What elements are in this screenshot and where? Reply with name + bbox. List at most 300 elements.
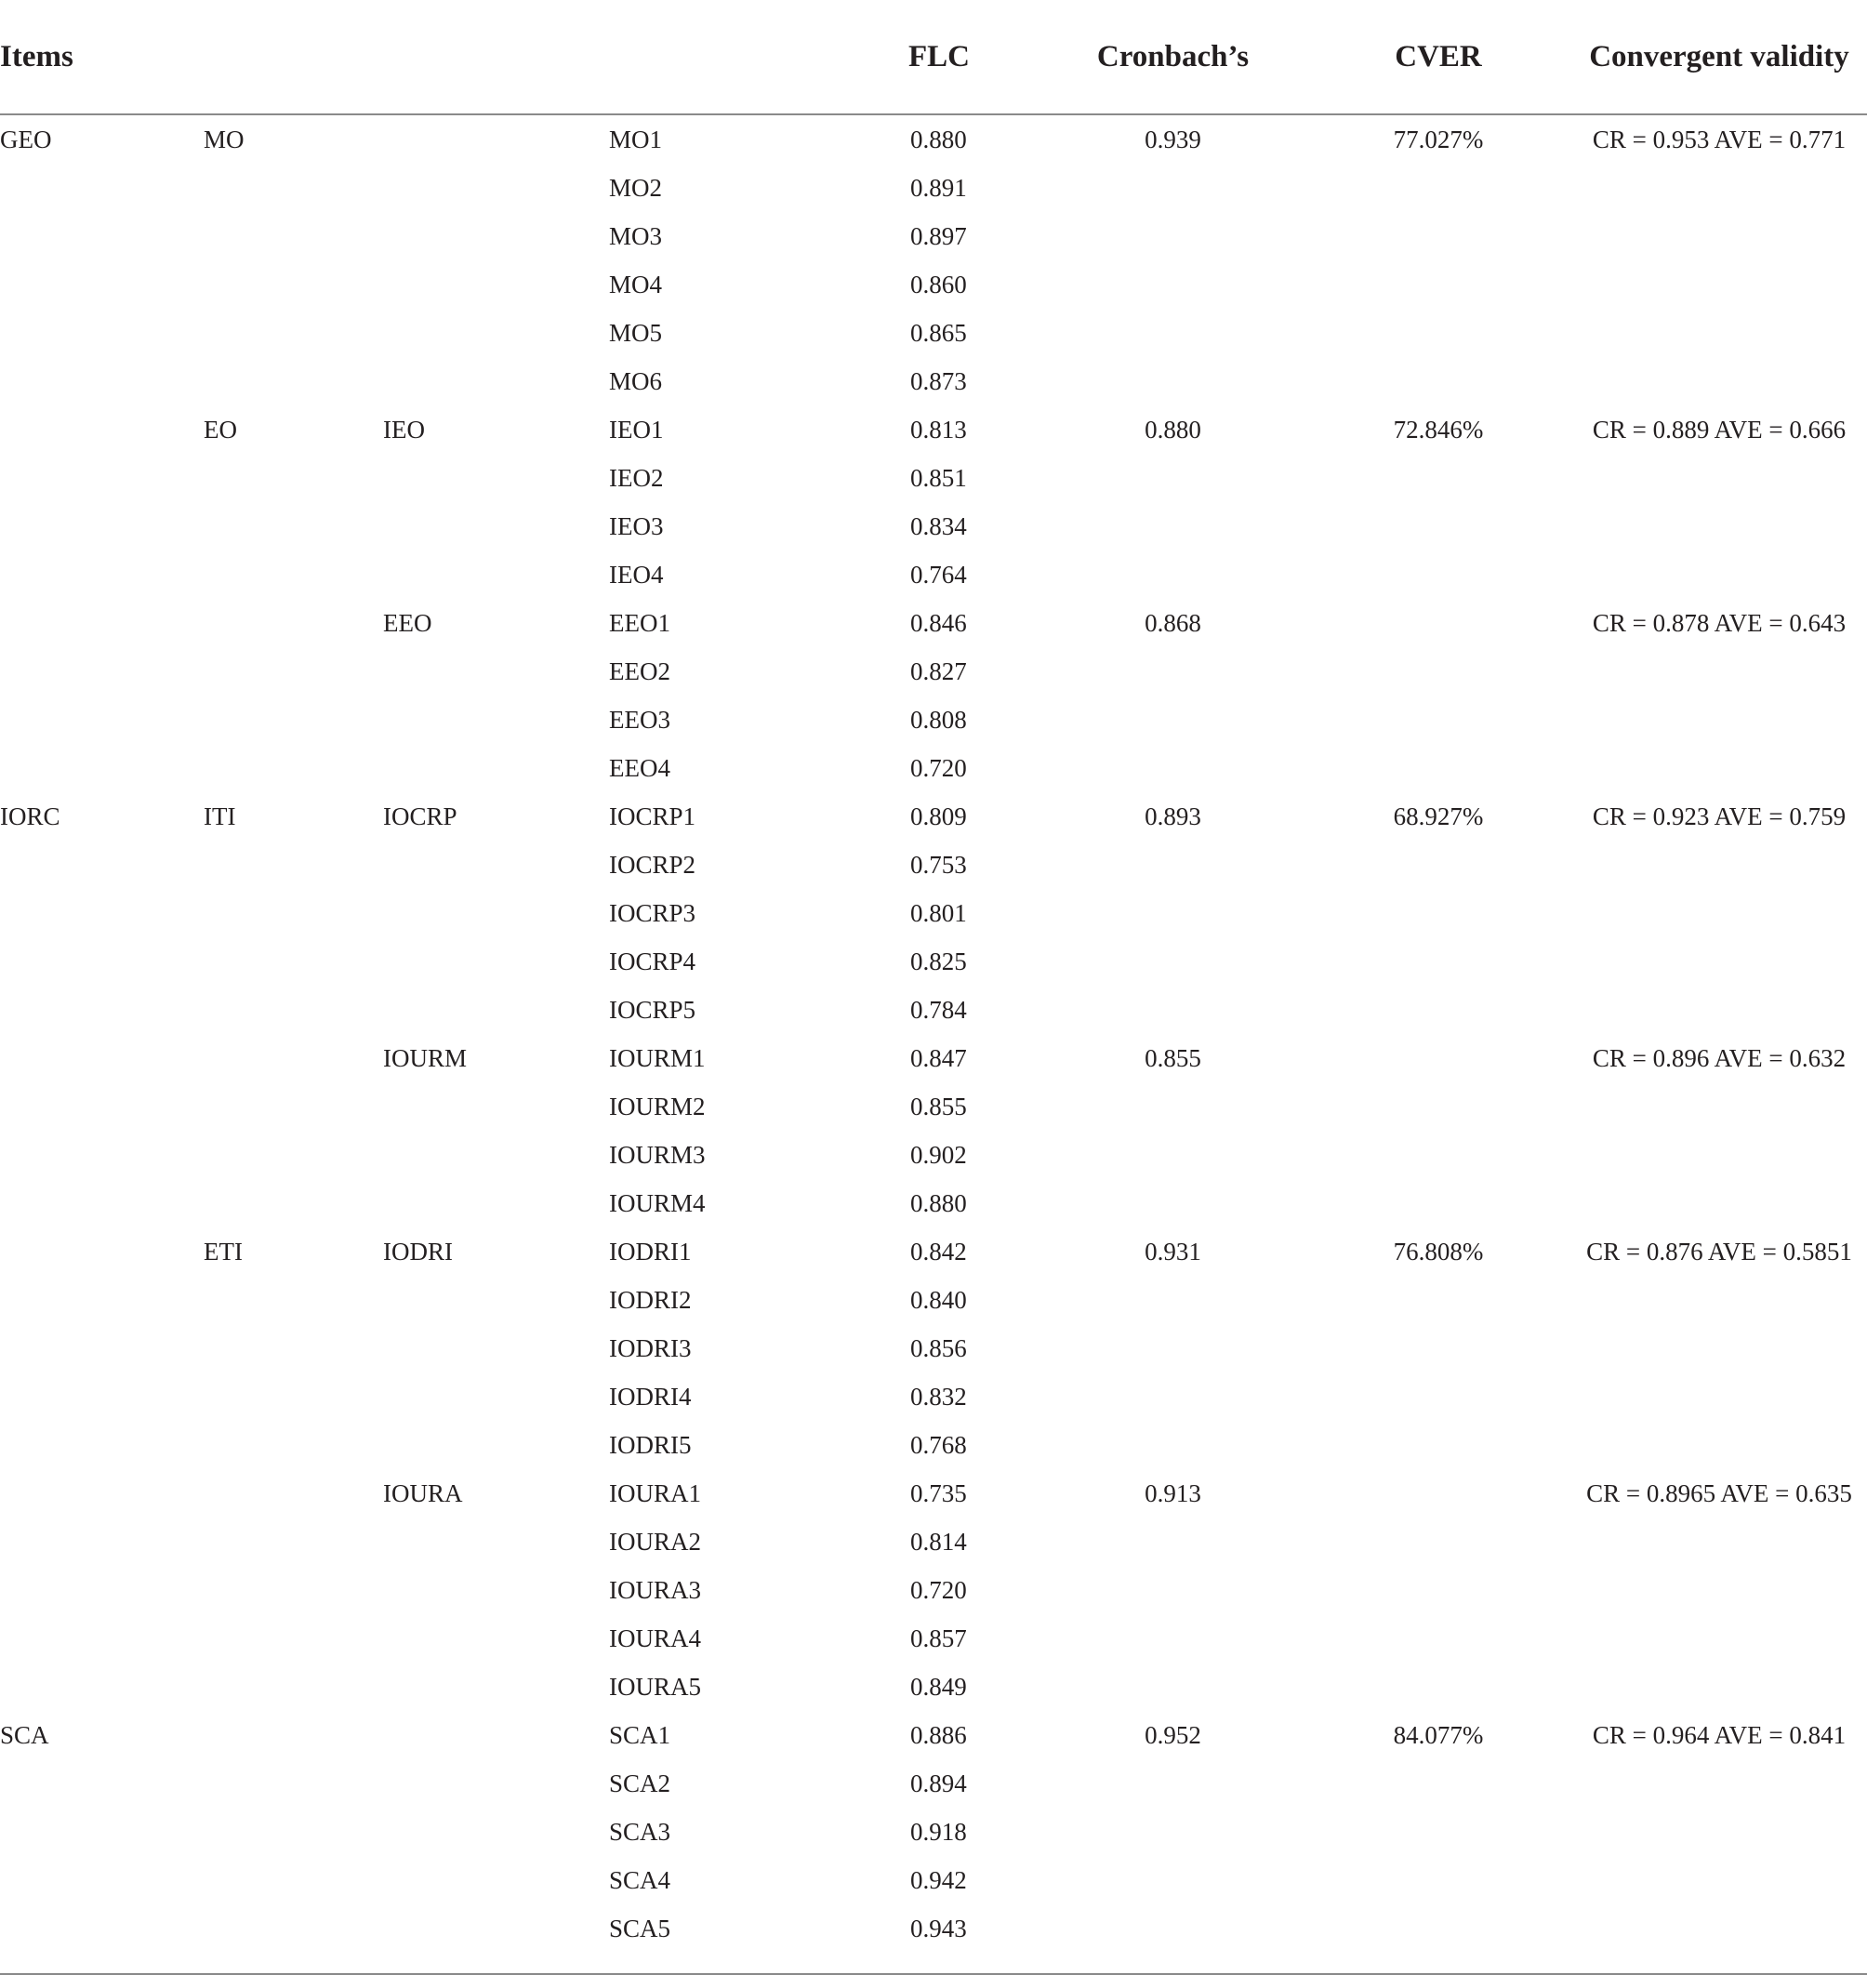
flc-cell: 0.849 <box>910 1673 967 1701</box>
flc-cell: 0.846 <box>910 609 967 637</box>
convergent-validity-cell <box>1571 937 1867 986</box>
dimension-cell <box>204 1808 383 1856</box>
flc-cell: 0.720 <box>910 1576 967 1604</box>
cver-cell <box>1305 1372 1571 1421</box>
header-flc: FLC <box>907 0 1040 114</box>
flc-cell: 0.814 <box>910 1528 967 1556</box>
item-code-cell: IEO3 <box>609 512 664 540</box>
construct-cell: IORC <box>0 802 60 830</box>
construct-cell <box>0 986 204 1034</box>
flc-cell: 0.720 <box>910 754 967 782</box>
cronbach-cell <box>1040 357 1305 405</box>
cver-cell <box>1305 1324 1571 1372</box>
subdimension-cell: IOURM <box>383 1044 468 1072</box>
flc-cell: 0.891 <box>910 174 967 202</box>
convergent-validity-cell: CR = 0.953 AVE = 0.771 <box>1592 126 1847 153</box>
convergent-validity-cell <box>1571 1856 1867 1904</box>
item-code-cell: IEO1 <box>609 416 664 444</box>
flc-cell: 0.784 <box>910 996 967 1024</box>
table-row <box>0 599 1867 647</box>
construct-cell <box>0 454 204 502</box>
flc-cell: 0.880 <box>910 126 967 153</box>
dimension-cell <box>204 1711 383 1759</box>
flc-cell: 0.865 <box>910 319 967 347</box>
construct-cell <box>0 1469 204 1518</box>
cronbach-cell: 0.939 <box>1145 126 1201 153</box>
dimension-cell <box>204 1469 383 1518</box>
item-code-cell: MO1 <box>609 126 663 153</box>
dimension-cell <box>204 1759 383 1808</box>
dimension-cell <box>204 164 383 212</box>
dimension-cell <box>204 1324 383 1372</box>
table-row <box>0 744 1867 792</box>
cronbach-cell <box>1040 212 1305 260</box>
convergent-validity-cell <box>1571 309 1867 357</box>
item-code-cell: SCA2 <box>609 1769 671 1797</box>
dimension-cell <box>204 550 383 599</box>
cver-cell: 77.027% <box>1393 126 1484 153</box>
item-code-cell: MO4 <box>609 271 663 298</box>
item-code-cell: IOURM3 <box>609 1141 706 1169</box>
subdimension-cell: IEO <box>383 416 425 444</box>
dimension-cell <box>204 1179 383 1227</box>
cver-cell: 84.077% <box>1393 1721 1484 1749</box>
table-row <box>0 357 1867 405</box>
cronbach-cell: 0.880 <box>1145 416 1201 444</box>
table-row <box>0 1276 1867 1324</box>
dimension-cell <box>204 744 383 792</box>
construct-cell <box>0 1663 204 1711</box>
cver-cell <box>1305 164 1571 212</box>
cver-cell <box>1305 1034 1571 1082</box>
convergent-validity-cell: CR = 0.964 AVE = 0.841 <box>1592 1721 1847 1749</box>
convergent-validity-cell <box>1571 357 1867 405</box>
item-code-cell: IOCRP5 <box>609 996 696 1024</box>
subdimension-cell <box>383 502 609 550</box>
construct-cell <box>0 1372 204 1421</box>
cver-cell: 68.927% <box>1393 802 1484 830</box>
cver-cell <box>1305 1179 1571 1227</box>
construct-cell <box>0 937 204 986</box>
item-code-cell: IOURA2 <box>609 1528 701 1556</box>
convergent-validity-cell <box>1571 1372 1867 1421</box>
item-code-cell: SCA1 <box>609 1721 671 1749</box>
cronbach-cell <box>1040 1614 1305 1663</box>
cver-cell <box>1305 696 1571 744</box>
cronbach-cell <box>1040 1518 1305 1566</box>
subdimension-cell: IODRI <box>383 1238 453 1266</box>
cver-cell <box>1305 1518 1571 1566</box>
cronbach-cell: 0.913 <box>1145 1479 1201 1507</box>
subdimension-cell: IOCRP <box>383 802 457 830</box>
table-row <box>0 937 1867 986</box>
convergent-validity-cell <box>1571 889 1867 937</box>
flc-cell: 0.902 <box>910 1141 967 1169</box>
cronbach-cell <box>1040 502 1305 550</box>
cronbach-cell <box>1040 550 1305 599</box>
convergent-validity-cell: CR = 0.876 AVE = 0.5851 <box>1586 1238 1852 1266</box>
dimension-cell <box>204 1614 383 1663</box>
construct-cell <box>0 405 204 454</box>
subdimension-cell <box>383 212 609 260</box>
dimension-cell: ITI <box>204 802 236 830</box>
cronbach-cell <box>1040 1663 1305 1711</box>
item-code-cell: IOURA5 <box>609 1673 701 1701</box>
cver-cell <box>1305 841 1571 889</box>
construct-cell: GEO <box>0 126 52 153</box>
cver-cell <box>1305 937 1571 986</box>
subdimension-cell <box>383 550 609 599</box>
item-code-cell: IOCRP1 <box>609 802 696 830</box>
cver-cell: 72.846% <box>1393 416 1484 444</box>
item-code-cell: SCA4 <box>609 1866 671 1894</box>
flc-cell: 0.809 <box>910 802 967 830</box>
construct-cell <box>0 889 204 937</box>
item-code-cell: MO3 <box>609 222 663 250</box>
subdimension-cell <box>383 1759 609 1808</box>
item-code-cell: IODRI5 <box>609 1431 692 1459</box>
convergent-validity-cell <box>1571 1082 1867 1131</box>
header-items: Items <box>0 0 204 114</box>
subdimension-cell <box>383 1614 609 1663</box>
subdimension-cell <box>383 1856 609 1904</box>
construct-cell <box>0 1614 204 1663</box>
construct-cell <box>0 260 204 309</box>
dimension-cell <box>204 841 383 889</box>
dimension-cell <box>204 502 383 550</box>
table-row <box>0 1131 1867 1179</box>
flc-cell: 0.943 <box>910 1915 967 1942</box>
subdimension-cell <box>383 841 609 889</box>
dimension-cell <box>204 599 383 647</box>
subdimension-cell <box>383 1421 609 1469</box>
subdimension-cell <box>383 1904 609 1953</box>
table-row <box>0 1227 1867 1276</box>
flc-cell: 0.842 <box>910 1238 967 1266</box>
dimension-cell <box>204 986 383 1034</box>
table-row <box>0 405 1867 454</box>
flc-cell: 0.918 <box>910 1818 967 1846</box>
convergent-validity-cell: CR = 0.889 AVE = 0.666 <box>1592 416 1847 444</box>
cronbach-cell <box>1040 1324 1305 1372</box>
cver-cell <box>1305 1276 1571 1324</box>
cronbach-cell <box>1040 1372 1305 1421</box>
item-code-cell: EEO2 <box>609 657 670 685</box>
header-blank-3 <box>383 0 609 114</box>
flc-cell: 0.801 <box>910 899 967 927</box>
table-row <box>0 1518 1867 1566</box>
cronbach-cell: 0.893 <box>1145 802 1201 830</box>
convergent-validity-cell <box>1571 1904 1867 1953</box>
construct-cell <box>0 599 204 647</box>
subdimension-cell <box>383 1276 609 1324</box>
dimension-cell: EO <box>204 416 237 444</box>
convergent-validity-cell <box>1571 550 1867 599</box>
cronbach-cell <box>1040 309 1305 357</box>
dimension-cell <box>204 357 383 405</box>
cronbach-cell <box>1040 647 1305 696</box>
subdimension-cell <box>383 454 609 502</box>
subdimension-cell <box>383 647 609 696</box>
dimension-cell <box>204 696 383 744</box>
flc-cell: 0.873 <box>910 367 967 395</box>
dimension-cell <box>204 1082 383 1131</box>
convergent-validity-cell: CR = 0.878 AVE = 0.643 <box>1592 609 1847 637</box>
cver-cell <box>1305 599 1571 647</box>
dimension-cell <box>204 1372 383 1421</box>
subdimension-cell <box>383 1711 609 1759</box>
table-row <box>0 1566 1867 1614</box>
cver-cell <box>1305 1469 1571 1518</box>
cronbach-cell <box>1040 841 1305 889</box>
cver-cell <box>1305 744 1571 792</box>
cver-cell <box>1305 357 1571 405</box>
table-row <box>0 1082 1867 1131</box>
table-row <box>0 1179 1867 1227</box>
dimension-cell: MO <box>204 126 245 153</box>
dimension-cell <box>204 937 383 986</box>
cronbach-cell <box>1040 889 1305 937</box>
cver-cell <box>1305 889 1571 937</box>
cver-cell <box>1305 1082 1571 1131</box>
subdimension-cell <box>383 1566 609 1614</box>
table-row <box>0 889 1867 937</box>
construct-cell <box>0 357 204 405</box>
cronbach-cell <box>1040 986 1305 1034</box>
subdimension-cell <box>383 114 609 164</box>
flc-cell: 0.813 <box>910 416 967 444</box>
flc-cell: 0.764 <box>910 561 967 589</box>
table-row <box>0 1711 1867 1759</box>
dimension-cell <box>204 454 383 502</box>
item-code-cell: IEO2 <box>609 464 664 492</box>
table-row <box>0 647 1867 696</box>
convergent-validity-cell <box>1571 1808 1867 1856</box>
dimension-cell <box>204 1131 383 1179</box>
convergent-validity-cell <box>1571 1518 1867 1566</box>
convergent-validity-cell <box>1571 696 1867 744</box>
construct-cell <box>0 1276 204 1324</box>
dimension-cell <box>204 1421 383 1469</box>
header-blank-4 <box>609 0 907 114</box>
cronbach-cell <box>1040 1276 1305 1324</box>
construct-cell <box>0 1227 204 1276</box>
convergent-validity-cell: CR = 0.896 AVE = 0.632 <box>1592 1044 1847 1072</box>
dimension-cell <box>204 1518 383 1566</box>
flc-cell: 0.768 <box>910 1431 967 1459</box>
table-row <box>0 1808 1867 1856</box>
subdimension-cell <box>383 986 609 1034</box>
convergent-validity-cell <box>1571 841 1867 889</box>
cver-cell <box>1305 212 1571 260</box>
table-row <box>0 841 1867 889</box>
construct-cell <box>0 841 204 889</box>
item-code-cell: IEO4 <box>609 561 664 589</box>
table-row <box>0 454 1867 502</box>
table-row <box>0 1904 1867 1953</box>
table-row <box>0 1034 1867 1082</box>
table-row <box>0 164 1867 212</box>
table-row <box>0 1759 1867 1808</box>
subdimension-cell: EEO <box>383 609 432 637</box>
flc-cell: 0.808 <box>910 706 967 734</box>
item-code-cell: IOCRP4 <box>609 948 696 975</box>
item-code-cell: IOURM4 <box>609 1189 706 1217</box>
cver-cell <box>1305 1856 1571 1904</box>
item-code-cell: IOURA4 <box>609 1624 701 1652</box>
subdimension-cell <box>383 696 609 744</box>
convergent-validity-cell: CR = 0.923 AVE = 0.759 <box>1592 802 1847 830</box>
table-row <box>0 1372 1867 1421</box>
construct-cell <box>0 1179 204 1227</box>
cronbach-cell <box>1040 260 1305 309</box>
table-row <box>0 1856 1867 1904</box>
table-row <box>0 986 1867 1034</box>
table-row <box>0 260 1867 309</box>
item-code-cell: IODRI1 <box>609 1238 692 1266</box>
flc-cell: 0.894 <box>910 1769 967 1797</box>
dimension-cell <box>204 1566 383 1614</box>
dimension-cell <box>204 1663 383 1711</box>
convergent-validity-cell <box>1571 1663 1867 1711</box>
construct-cell: SCA <box>0 1721 49 1749</box>
subdimension-cell <box>383 744 609 792</box>
construct-cell <box>0 1421 204 1469</box>
construct-cell <box>0 502 204 550</box>
construct-cell <box>0 164 204 212</box>
cronbach-cell <box>1040 1082 1305 1131</box>
construct-cell <box>0 1324 204 1372</box>
construct-cell <box>0 1808 204 1856</box>
flc-cell: 0.857 <box>910 1624 967 1652</box>
subdimension-cell <box>383 889 609 937</box>
convergent-validity-cell <box>1571 986 1867 1034</box>
cver-cell <box>1305 454 1571 502</box>
dimension-cell <box>204 1276 383 1324</box>
flc-cell: 0.827 <box>910 657 967 685</box>
cronbach-cell: 0.931 <box>1145 1238 1201 1266</box>
dimension-cell <box>204 1904 383 1953</box>
table-row <box>0 212 1867 260</box>
cronbach-cell: 0.868 <box>1145 609 1201 637</box>
item-code-cell: MO6 <box>609 367 663 395</box>
subdimension-cell <box>383 357 609 405</box>
item-code-cell: IOURA1 <box>609 1479 701 1507</box>
construct-cell <box>0 212 204 260</box>
cronbach-cell <box>1040 1808 1305 1856</box>
flc-cell: 0.753 <box>910 851 967 879</box>
convergent-validity-cell <box>1571 1614 1867 1663</box>
subdimension-cell <box>383 1324 609 1372</box>
construct-cell <box>0 1566 204 1614</box>
construct-cell <box>0 744 204 792</box>
subdimension-cell <box>383 1518 609 1566</box>
header-cver: CVER <box>1305 0 1571 114</box>
construct-cell <box>0 1759 204 1808</box>
flc-cell: 0.847 <box>910 1044 967 1072</box>
flc-cell: 0.840 <box>910 1286 967 1314</box>
dimension-cell <box>204 260 383 309</box>
cronbach-cell <box>1040 1421 1305 1469</box>
cronbach-cell: 0.855 <box>1145 1044 1201 1072</box>
dimension-cell <box>204 309 383 357</box>
flc-cell: 0.942 <box>910 1866 967 1894</box>
convergent-validity-cell <box>1571 1179 1867 1227</box>
cver-cell <box>1305 1614 1571 1663</box>
flc-cell: 0.834 <box>910 512 967 540</box>
table-row <box>0 1663 1867 1711</box>
cronbach-cell <box>1040 1179 1305 1227</box>
flc-cell: 0.860 <box>910 271 967 298</box>
subdimension-cell <box>383 1131 609 1179</box>
cver-cell <box>1305 260 1571 309</box>
convergent-validity-cell <box>1571 1421 1867 1469</box>
subdimension-cell <box>383 1082 609 1131</box>
cronbach-cell <box>1040 1904 1305 1953</box>
convergent-validity-cell <box>1571 1131 1867 1179</box>
table-bottom-rule <box>0 1973 1867 1975</box>
flc-cell: 0.851 <box>910 464 967 492</box>
item-code-cell: SCA5 <box>609 1915 671 1942</box>
convergent-validity-cell <box>1571 164 1867 212</box>
cver-cell <box>1305 1131 1571 1179</box>
construct-cell <box>0 1904 204 1953</box>
subdimension-cell: IOURA <box>383 1479 463 1507</box>
header-row <box>0 0 1867 114</box>
table-row <box>0 502 1867 550</box>
item-code-cell: EEO4 <box>609 754 670 782</box>
flc-cell: 0.855 <box>910 1093 967 1120</box>
table-row <box>0 792 1867 841</box>
flc-cell: 0.897 <box>910 222 967 250</box>
convergent-validity-cell <box>1571 647 1867 696</box>
item-code-cell: IOURA3 <box>609 1576 701 1604</box>
subdimension-cell <box>383 937 609 986</box>
table-row <box>0 114 1867 164</box>
table-row <box>0 309 1867 357</box>
cver-cell <box>1305 1566 1571 1614</box>
cver-cell <box>1305 309 1571 357</box>
subdimension-cell <box>383 164 609 212</box>
cver-cell <box>1305 1808 1571 1856</box>
construct-cell <box>0 1034 204 1082</box>
convergent-validity-cell: CR = 0.8965 AVE = 0.635 <box>1586 1479 1852 1507</box>
construct-cell <box>0 309 204 357</box>
cronbach-cell <box>1040 744 1305 792</box>
convergent-validity-cell <box>1571 502 1867 550</box>
table-row <box>0 1324 1867 1372</box>
subdimension-cell <box>383 1372 609 1421</box>
table-row <box>0 1421 1867 1469</box>
flc-cell: 0.886 <box>910 1721 967 1749</box>
construct-cell <box>0 1856 204 1904</box>
subdimension-cell <box>383 1663 609 1711</box>
table-body <box>0 114 1867 1953</box>
dimension-cell: ETI <box>204 1238 243 1266</box>
cronbach-cell <box>1040 1131 1305 1179</box>
cronbach-cell <box>1040 1566 1305 1614</box>
cver-cell <box>1305 1421 1571 1469</box>
item-code-cell: IOCRP3 <box>609 899 696 927</box>
item-code-cell: IODRI3 <box>609 1334 692 1362</box>
convergent-validity-cell <box>1571 454 1867 502</box>
cver-cell <box>1305 1759 1571 1808</box>
convergent-validity-cell <box>1571 212 1867 260</box>
construct-cell <box>0 550 204 599</box>
convergent-validity-cell <box>1571 744 1867 792</box>
table-row <box>0 1469 1867 1518</box>
cver-cell <box>1305 647 1571 696</box>
